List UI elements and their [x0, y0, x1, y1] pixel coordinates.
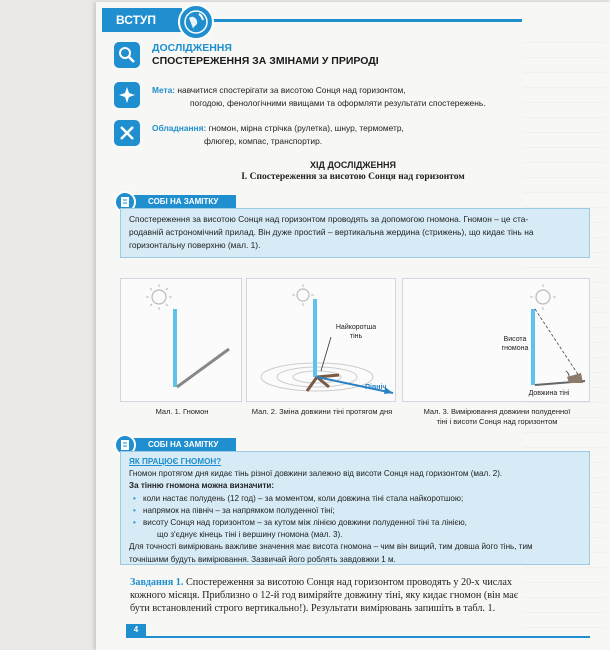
progress-heading: ХІД ДОСЛІДЖЕННЯ: [310, 160, 396, 170]
research-title: ДОСЛІДЖЕННЯ: [152, 42, 232, 54]
goal-line-1: навчитися спостерігати за висотою Сонця над горизонтом,: [177, 85, 406, 95]
progress-subheading: I. Спостереження за висотою Сонця над горизонтом: [241, 172, 465, 182]
note1-line-2: родавній астрономічний прилад. Він дуже простий – вертикальна жердина (стрижень), що кидає тінь на: [129, 227, 534, 237]
note2-line-3: Для точності вимірювань важливе значення має висота гномона – чим він вищий, тим довша його тінь, тим: [129, 542, 533, 552]
fig2-label-north: Північ: [365, 384, 387, 391]
fig3-label-shadow: Довжина тіні: [528, 390, 570, 397]
bullet-item: • напрямок на північ – за напрямком полуденної тіні;: [129, 505, 581, 517]
note2-line-2: За тінню гномона можна визначити:: [129, 481, 275, 491]
gnomon-illustration: [121, 279, 241, 401]
fig3-caption: Мал. 3. Вимірювання довжини полуденної тіні і висоти Сонця над горизонтом: [423, 407, 571, 426]
sun-icon: [146, 284, 172, 310]
note-tab-1: СОБІ НА ЗАМІТКУ: [126, 195, 236, 208]
equipment-line-1: гномон, мірна стрічка (рулетка), шнур, термометр,: [208, 123, 404, 133]
note2-line-4: точнішими будуть вимірювання. Зазвичай його роблять завдовжки 1 м.: [129, 554, 396, 564]
bullet-item: • висоту Сонця над горизонтом – за кутом між лінією довжини полуденної тіні та лінією,: [129, 517, 581, 529]
note1-line-3: горизонтальну поверхню (мал. 1).: [129, 240, 261, 250]
magnifier-icon: [114, 42, 140, 68]
task-line-3: бути встановлений строго вертикально!). Результати вимірювань запишіть в табл. 1.: [130, 603, 496, 614]
header-rule: [182, 19, 522, 22]
figure-3: [402, 278, 590, 426]
goal-block: [152, 84, 552, 110]
research-subtitle: СПОСТЕРЕЖЕННЯ ЗА ЗМІНАМИ У ПРИРОДІ: [152, 55, 379, 67]
task-label: Завдання 1.: [130, 577, 184, 588]
task-1: [130, 576, 588, 615]
note-tab-2: СОБІ НА ЗАМІТКУ: [126, 438, 236, 451]
equipment-label: Обладнання:: [152, 123, 207, 133]
sun-icon: [530, 284, 556, 310]
page-number: 4: [126, 624, 146, 636]
figures-row: [120, 278, 590, 434]
compass-icon: [114, 82, 140, 108]
note2-line-1: Гномон протягом дня кидає тінь різної довжини залежно від висоти Сонця над горизонтом (мал. 2).: [129, 469, 503, 479]
figure-2: [246, 278, 396, 416]
sun-icon: [292, 284, 314, 306]
fig2-label-shortest: Найкоротша тінь: [335, 324, 377, 340]
tools-icon: [114, 120, 140, 146]
equipment-line-2: флюгер, компас, транспортир.: [204, 136, 323, 146]
note-box-1: [120, 208, 590, 258]
fig2-caption: Мал. 2. Зміна довжини тіні протягом дня: [251, 407, 393, 416]
equipment-block: [152, 122, 552, 148]
textbook-page: [96, 2, 610, 650]
figure-1: [120, 278, 242, 416]
globe-icon: [178, 4, 214, 40]
fig3-label-height: Висота гномона: [501, 336, 529, 352]
goal-label: Мета:: [152, 85, 176, 95]
task-line-2: кожного місяця. Приблизно о 12-й год виміряйте довжину тіні, яку кидає гномон (він має: [130, 590, 519, 601]
gnomon-question: ЯК ПРАЦЮЄ ГНОМОН?: [129, 457, 222, 466]
fig1-caption: Мал. 1. Гномон: [155, 407, 209, 416]
task-line-1: Спостереження за висотою Сонця над горизонтом проводять у 20-х числах: [185, 577, 512, 588]
note1-line-1: Спостереження за висотою Сонця над горизонтом проводять за допомогою гномона. Гномон – це ста-: [129, 214, 529, 224]
section-tab: ВСТУП: [102, 8, 182, 32]
goal-line-2: погодою, фенологічними явищами та оформляти результати спостережень.: [190, 98, 486, 108]
bullet-continuation: що з'єднує кінець тіні і вершину гномона (мал. 3).: [157, 530, 343, 540]
note-box-2: [120, 451, 590, 565]
section-header: [96, 8, 610, 34]
note2-bullets: [129, 493, 581, 542]
bullet-item: • коли настає полудень (12 год) – за моментом, коли довжина тіні стала найкоротшою;: [129, 493, 581, 505]
footer-rule: [126, 636, 590, 638]
